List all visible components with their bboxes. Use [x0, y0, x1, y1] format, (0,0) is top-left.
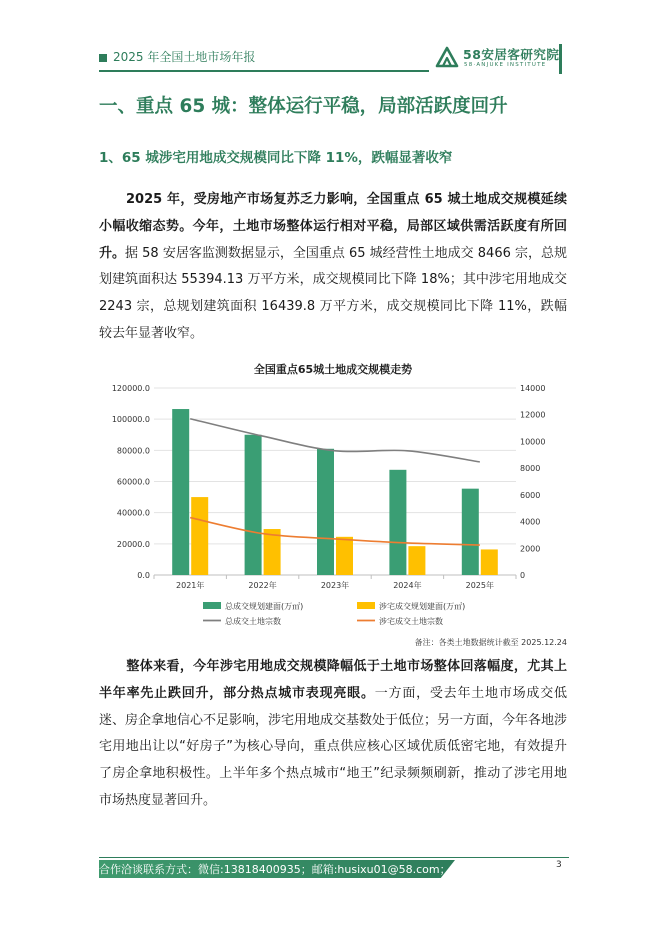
footer-contact: 合作洽谈联系方式：微信:13818400935；邮箱:husixu01@58.com； — [99, 863, 451, 876]
report-title: 2025 年全国土地市场年报 — [113, 50, 256, 64]
footer-rule — [99, 857, 569, 858]
bar-residential-area — [336, 537, 353, 575]
y-left-tick-label: 0.0 — [137, 571, 150, 580]
bar-total-area — [245, 435, 262, 575]
page-header — [99, 44, 569, 74]
bar-residential-area — [191, 497, 208, 575]
paragraph-2 — [99, 654, 567, 815]
x-tick-label: 2023年 — [320, 581, 350, 590]
legend-label: 涉宅成交规划建面(万㎡) — [379, 602, 466, 611]
logo-english-name: 58·ANJUKE INSTITUTE — [464, 62, 547, 68]
paragraph-2-bold: 整体来看，今年涉宅用地成交规模降幅低于土地市场整体回落幅度，尤其上半年率先止跌回升，部分热点城市表现亮眼。 — [99, 659, 567, 701]
legend-label: 涉宅成交土地宗数 — [379, 617, 443, 626]
y-left-tick-label: 20000.0 — [116, 539, 150, 549]
logo-chinese-name: 58安居客研究院 — [463, 47, 560, 62]
paragraph-2-text: 一方面，受去年土地市场成交低迷、房企拿地信心不足影响，涉宅用地成交基数处于低位；另一方面，今年各地涉宅用地出让以“好房子”为核心导向，重点供应核心区域优质低密宅地，有效提升了房企拿地积极性。上半年多个热点城市“地王”纪录频频刷新，推动了涉宅用地市场热度显著回升。 — [99, 685, 568, 808]
chart-title: 全国重点65城土地成交规模走势 — [253, 363, 413, 376]
y-right-tick-label: 10000 — [520, 437, 546, 447]
chart-note: 备注：各类土地数据统计截至 2025.12.24 — [414, 638, 567, 647]
legend-label: 总成交规划建面(万㎡) — [225, 602, 304, 611]
x-tick-label: 2025年 — [465, 581, 494, 590]
legend-swatch — [203, 602, 221, 609]
y-left-tick-label: 40000.0 — [116, 508, 150, 518]
section-title: 一、重点 65 城：整体运行平稳，局部活跃度回升 — [99, 96, 508, 117]
line-total-count — [190, 419, 480, 462]
page-number: 3 — [556, 860, 562, 870]
bar-residential-area — [481, 549, 498, 575]
bar-total-area — [389, 470, 406, 575]
y-left-tick-label: 100000.0 — [111, 415, 150, 425]
y-right-tick-label: 12000 — [520, 410, 546, 420]
x-tick-label: 2022年 — [248, 581, 277, 590]
institute-logo — [435, 44, 569, 74]
y-right-tick-label: 4000 — [520, 517, 541, 527]
header-rule — [99, 70, 429, 72]
logo-mark-icon — [435, 46, 459, 68]
y-left-tick-label: 80000.0 — [116, 446, 150, 456]
y-right-tick-label: 2000 — [520, 544, 541, 554]
y-right-tick-label: 8000 — [520, 464, 541, 474]
bar-total-area — [172, 409, 189, 575]
paragraph-1 — [99, 187, 567, 348]
legend-label: 总成交土地宗数 — [225, 617, 281, 626]
y-right-tick-label: 6000 — [520, 490, 541, 500]
y-right-tick-label: 0 — [520, 571, 526, 580]
y-left-tick-label: 60000.0 — [116, 477, 150, 487]
paragraph-1-text: 据 58 安居客监测数据显示，全国重点 65 城经营性土地成交 8466 宗，总规划建筑面积达 55394.13 万平方米，成交规模同比下降 18%；其中涉宅用地成交 2243 宗，总规划建筑面积 16439.8 万平方米，成交规模同比下降 11%，跌幅较去年显著收窄。 — [99, 245, 567, 341]
paragraph-1-bold: 2025 年，受房地产市场复苏乏力影响，全国重点 65 城土地成交规模延续小幅收缩态势。今年，土地市场整体运行相对平稳，局部区域供需活跃度有所回升。 — [99, 192, 567, 261]
legend-swatch — [357, 602, 375, 609]
subsection-title: 1、65 城涉宅用地成交规模同比下降 11%，跌幅显著收窄 — [99, 150, 453, 166]
y-right-tick-label: 14000 — [520, 384, 546, 393]
line-residential-count — [190, 518, 480, 545]
bar-residential-area — [408, 546, 425, 575]
x-tick-label: 2021年 — [176, 581, 205, 590]
bar-total-area — [317, 449, 334, 575]
logo-bar — [559, 44, 562, 74]
land-transaction-chart — [99, 376, 567, 632]
x-tick-label: 2024年 — [393, 581, 422, 590]
y-left-tick-label: 120000.0 — [111, 384, 150, 393]
header-square-icon — [99, 54, 107, 62]
bar-total-area — [462, 489, 479, 575]
